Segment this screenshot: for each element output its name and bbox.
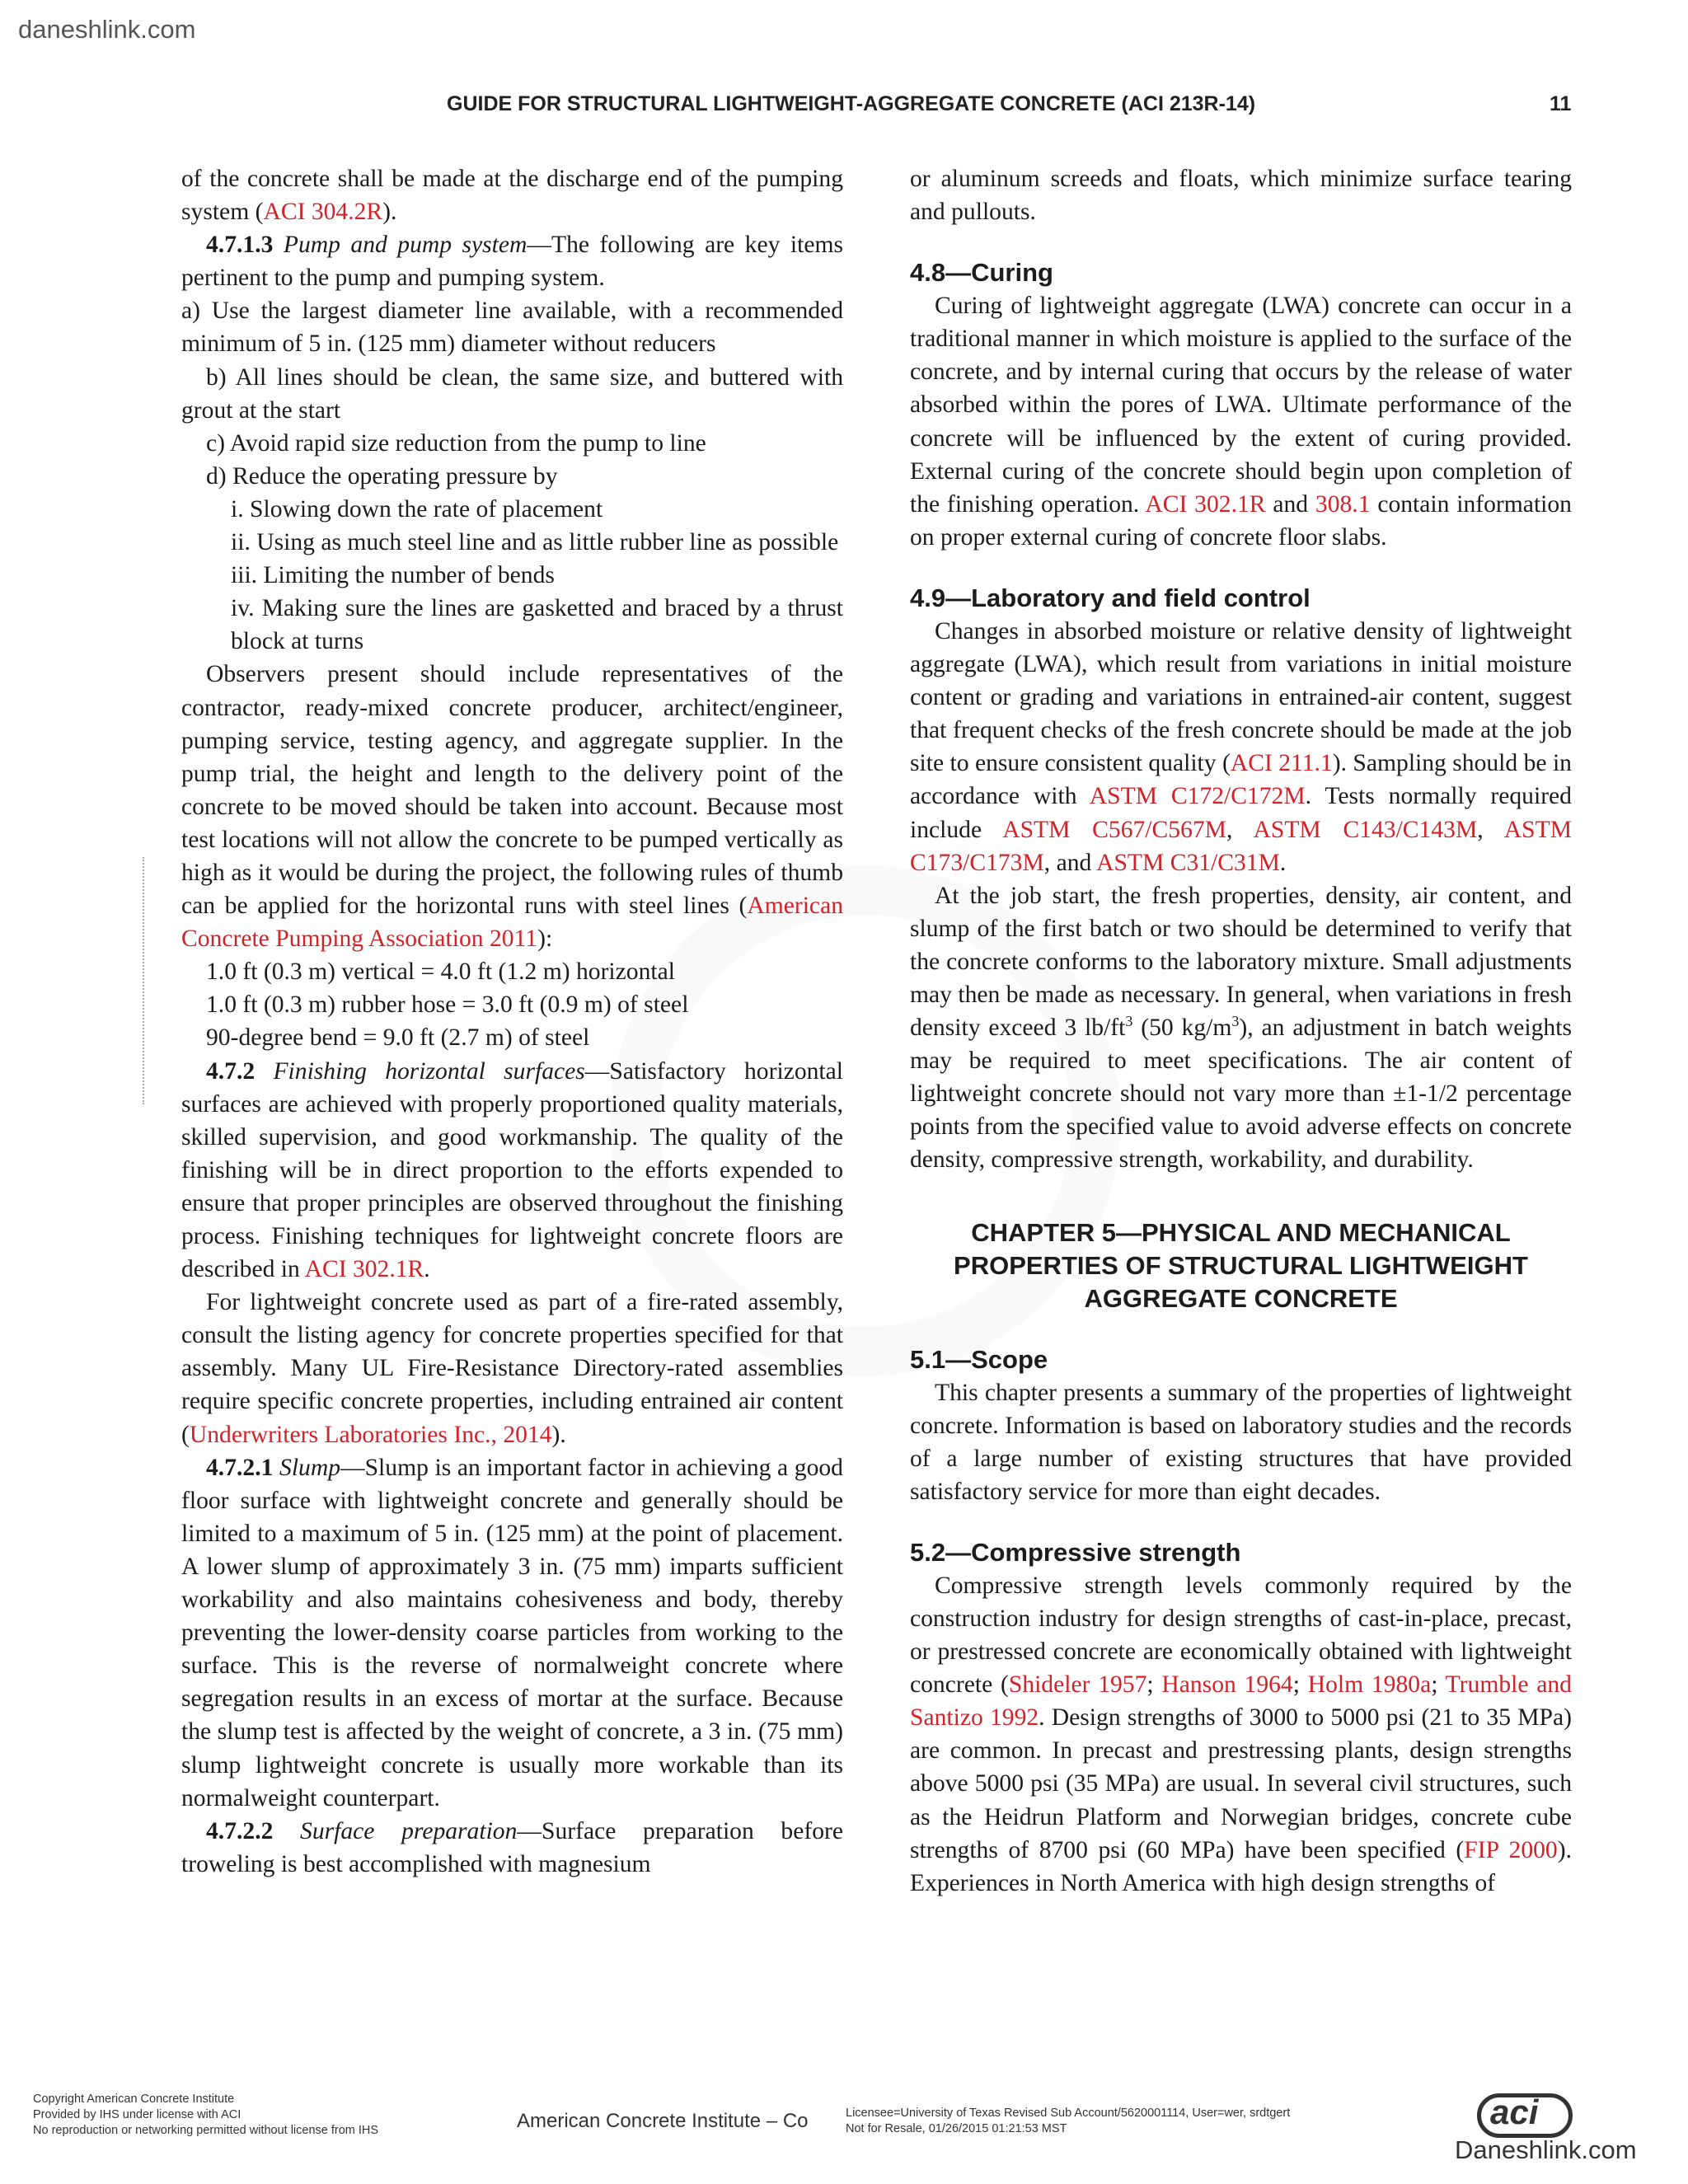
- citation-link[interactable]: ASTM C173/C173M: [910, 816, 1573, 876]
- citation-link[interactable]: American Concrete Pumping Association 2011: [181, 893, 843, 953]
- section-4-7-2: 4.7.2 Finishing horizontal surfaces—Satisfactory horizontal surfaces are achieved with properly proportioned quality materials, skilled supervision, and good workmanship. The quality of the finishing will be in direct proportion to the efforts expended to ensure that proper principles are observed throughout the finishing process. Finishing techniques for lightweight concrete floors are described in ACI 302.1R.: [181, 1057, 843, 1283]
- paragraph: of the concrete shall be made at the discharge end of the pumping system (ACI 304.2R).: [181, 166, 843, 226]
- citation-link[interactable]: 308.1: [1315, 490, 1371, 518]
- site-watermark-top: daneshlink.com: [18, 15, 196, 44]
- citation-link[interactable]: ACI 302.1R: [1145, 490, 1266, 518]
- section-number: 4.7.2: [206, 1057, 256, 1085]
- paragraph: Curing of lightweight aggregate (LWA) concrete can occur in a traditional manner in which moisture is applied to the surface of the concrete, and by internal curing that occurs by the release of water absorbed within the pores of LWA. Ultimate performance of the concrete will be influenced by the extent of curing provided. External curing of the concrete should begin upon completion of the finishing operation. ACI 302.1R and 308.1 contain information on proper external curing of concrete floor slabs.: [910, 293, 1572, 551]
- citation-link[interactable]: ASTM C567/C567M: [1002, 816, 1226, 843]
- footer-publisher: American Concrete Institute – Co: [517, 2110, 809, 2132]
- paragraph: For lightweight concrete used as part of a fire-rated assembly, consult the listing agency for concrete properties specified for that assembly. Many UL Fire-Resistance Directory-rated assemblies require specific concrete properties, including entrained air content (Underwriters Laboratories Inc., 2014).: [181, 1289, 843, 1448]
- section-heading-5-1: 5.1—Scope: [910, 1344, 1048, 1374]
- section-title: Slump: [279, 1454, 340, 1481]
- citation-link[interactable]: Holm 1980a: [1307, 1671, 1432, 1699]
- citation-link[interactable]: ASTM C143/C143M: [1253, 816, 1478, 843]
- section-heading-5-2: 5.2—Compressive strength: [910, 1537, 1241, 1567]
- margin-mark: [143, 857, 148, 1104]
- section-heading-4-9: 4.9—Laboratory and field control: [910, 583, 1311, 612]
- section-4-7-2-1: 4.7.2.1 Slump—Slump is an important factor in achieving a good floor surface with lightweight concrete and generally should be limited to a maximum of 5 in. (125 mm) at the point of placement. A lower slump of approximately 3 in. (75 mm) imparts sufficient workability and also maintains cohesiveness and body, thereby preventing the lower-density coarse particles from working to the surface. This is the reverse of normalweight concrete where segregation results in an excess of mortar at the surface. Because the slump test is affected by the weight of concrete, a 3 in. (75 mm) slump lightweight concrete is usually more workable than its normalweight counterpart.: [181, 1454, 843, 1811]
- left-column: [181, 162, 843, 1881]
- citation-link[interactable]: ASTM C172/C172M: [1089, 783, 1306, 810]
- section-heading-4-8: 4.8—Curing: [910, 258, 1053, 288]
- list-item: c) Avoid rapid size reduction from the pump to line: [206, 429, 706, 457]
- footer-license: Licensee=University of Texas Revised Sub Account/5620001114, User=wer, srdtgert Not for Resale, 01/26/2015 01:21:53 MST: [846, 2107, 1291, 2135]
- paragraph: Changes in absorbed moisture or relative density of lightweight aggregate (LWA), which result from variations in initial moisture content or grading and variations in entrained-air content, suggest that frequent checks of the fresh concrete should be made at the job site to ensure consistent quality (ACI 211.1). Sampling should be in accordance with ASTM C172/C172M. Tests normally required include ASTM C567/C567M, ASTM C143/C143M, ASTM C173/C173M, and ASTM C31/C31M.: [910, 617, 1573, 876]
- running-head-title: GUIDE FOR STRUCTURAL LIGHTWEIGHT-AGGREGATE CONCRETE (ACI 213R-14): [447, 92, 1256, 115]
- citation-link[interactable]: ACI 211.1: [1230, 750, 1333, 777]
- page-number: 11: [1550, 92, 1572, 115]
- section-4-7-2-2: 4.7.2.2 Surface preparation—Surface preparation before troweling is best accomplished with magnesium: [181, 1817, 843, 1877]
- section-number: 4.7.2.1: [206, 1454, 274, 1481]
- list-item: d) Reduce the operating pressure by: [206, 462, 558, 490]
- rule-of-thumb: 90-degree bend = 9.0 ft (2.7 m) of steel: [206, 1024, 590, 1052]
- footer-copyright: Copyright American Concrete Institute Provided by IHS under license with ACI No reproduction or networking permitted without license from IHS: [33, 2093, 379, 2137]
- site-watermark-bottom: Daneshlink.com: [1455, 2135, 1637, 2164]
- citation-link[interactable]: Trumble and Santizo 1992: [910, 1671, 1572, 1732]
- paragraph: This chapter presents a summary of the properties of lightweight concrete. Information is based on laboratory studies and the records of a large number of existing structures that have provided satisfactory service for more than eight decades.: [910, 1379, 1572, 1505]
- citation-link[interactable]: ACI 302.1R: [304, 1256, 424, 1283]
- aci-logo-text: aci: [1490, 2093, 1539, 2131]
- list-item: b) All lines should be clean, the same size, and buttered with grout at the start: [181, 363, 843, 424]
- paragraph: Compressive strength levels commonly required by the construction industry for design strengths of cast-in-place, precast, or prestressed concrete are economically obtained with lightweight concrete (Shideler 1957; Hanson 1964; Holm 1980a; Trumble and Santizo 1992. Design strengths of 3000 to 5000 psi (21 to 35 MPa) are common. In precast and prestressing plants, design strengths above 5000 psi (35 MPa) are usual. In several civil structures, such as the Heidrun Platform and Norwegian bridges, concrete cube strengths of 8700 psi (60 MPa) have been specified (FIP 2000). Experiences in North America with high design strengths of: [910, 1572, 1572, 1896]
- section-number: 4.7.1.3: [206, 232, 274, 259]
- right-column: [910, 162, 1572, 1900]
- citation-link[interactable]: Hanson 1964: [1161, 1671, 1293, 1699]
- citation-link[interactable]: Shideler 1957: [1008, 1671, 1147, 1699]
- section-4-7-1-3: 4.7.1.3 Pump and pump system—The following are key items pertinent to the pump and pumping system.: [181, 232, 843, 292]
- citation-link[interactable]: ACI 304.2R: [263, 199, 383, 226]
- list-item: a) Use the largest diameter line available, with a recommended minimum of 5 in. (125 mm) diameter without reducers: [181, 298, 843, 358]
- paragraph: Observers present should include representatives of the contractor, ready-mixed concrete producer, architect/engineer, pumping service, testing agency, and aggregate supplier. In the pump trial, the height and length to the delivery point of the concrete to be moved should be taken into account. Because most test locations will not allow the concrete to be pumped vertically as high as it would be during the project, the following rules of thumb can be applied for the horizontal runs with steel lines (American Concrete Pumping Association 2011):: [181, 661, 843, 953]
- chapter-heading: CHAPTER 5—PHYSICAL AND MECHANICAL PROPERTIES OF STRUCTURAL LIGHTWEIGHT AGGREGATE CONCRETE: [954, 1217, 1528, 1313]
- section-number: 4.7.2.2: [206, 1817, 274, 1844]
- section-title: Finishing horizontal surfaces: [273, 1057, 585, 1085]
- sub-list-item: i. Slowing down the rate of placement: [231, 495, 603, 523]
- sub-list-item: iii. Limiting the number of bends: [231, 562, 555, 589]
- sub-list-item: iv. Making sure the lines are gasketted and braced by a thrust block at turns: [231, 595, 843, 655]
- section-title: Pump and pump system: [283, 232, 528, 259]
- citation-link[interactable]: FIP 2000: [1464, 1836, 1558, 1863]
- citation-link[interactable]: Underwriters Laboratories Inc., 2014: [189, 1421, 552, 1448]
- section-title: Surface preparation: [300, 1817, 518, 1844]
- rule-of-thumb: 1.0 ft (0.3 m) vertical = 4.0 ft (1.2 m) horizontal: [206, 958, 675, 986]
- paragraph: At the job start, the fresh properties, density, air content, and slump of the first batch or two should be determined to verify that the concrete conforms to the laboratory mixture. Small adjustments may then be made as necessary. In general, when variations in fresh density exceed 3 $lb/ft^3$ (50 $kg/m^3$), an adjustment in batch weights may be required to meet specifications. The air content of lightweight concrete should not vary more than ±1-1/2 percentage points from the specified value to avoid adverse effects on concrete density, compressive strength, workability, and durability.: [910, 882, 1572, 1174]
- sub-list-item: ii. Using as much steel line and as little rubber line as possible: [231, 529, 839, 556]
- paragraph: or aluminum screeds and floats, which minimize surface tearing and pullouts.: [910, 166, 1572, 226]
- citation-link[interactable]: ASTM C31/C31M: [1096, 849, 1280, 876]
- rule-of-thumb: 1.0 ft (0.3 m) rubber hose = 3.0 ft (0.9 m) of steel: [206, 991, 689, 1019]
